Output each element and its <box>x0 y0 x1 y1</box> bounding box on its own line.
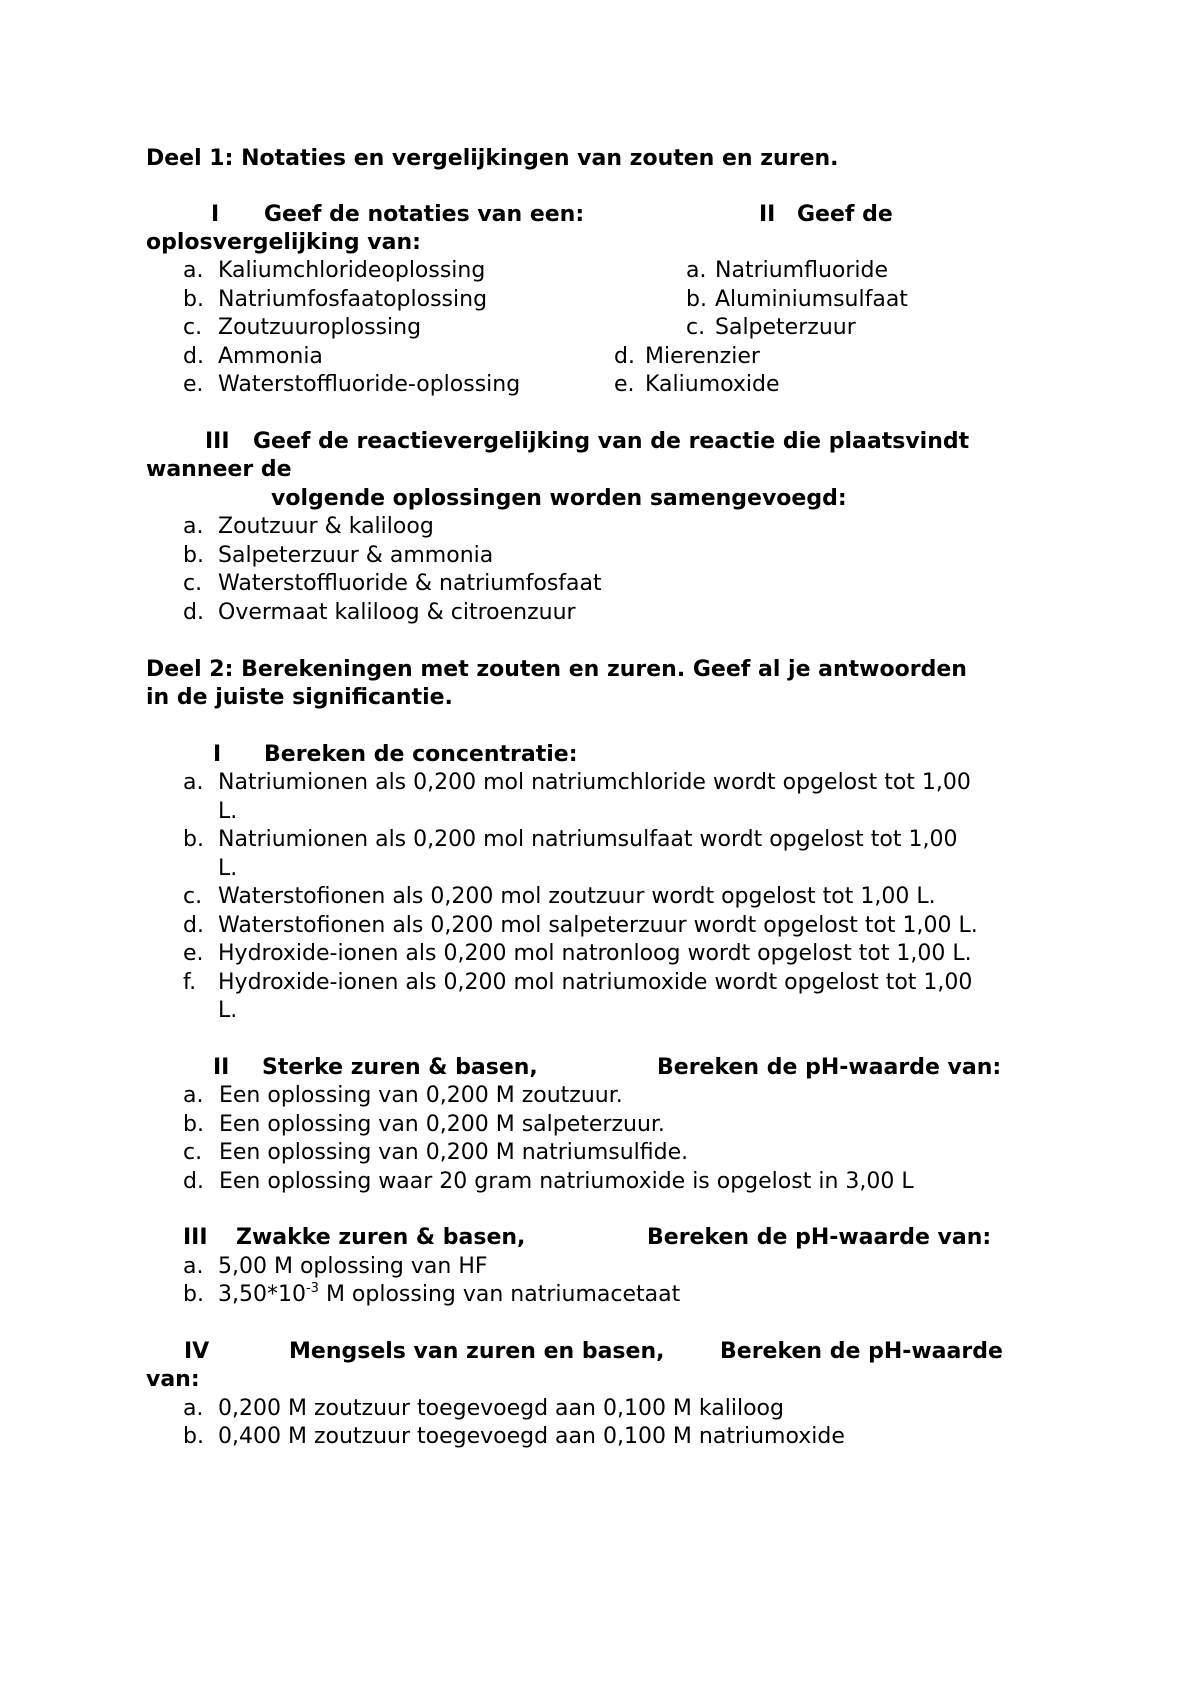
sec2-roman: II <box>759 202 776 227</box>
list-letter: d. <box>183 600 204 625</box>
item-b-pre: 3,50*10 <box>218 1282 306 1307</box>
list-item: Natriumionen als 0,200 mol natriumsulfaat wordt opgelost tot 1,00 <box>218 827 958 852</box>
sec3-heading-line2: wanneer de <box>146 457 292 482</box>
list-letter: a. <box>183 1083 204 1108</box>
list-letter: c. <box>183 1140 203 1165</box>
d2-sec4-roman: IV <box>184 1339 210 1364</box>
sec3-heading-line3: volgende oplossingen worden samengevoegd: <box>271 486 847 511</box>
list-item: Een oplossing waar 20 gram natriumoxide is opgelost in 3,00 L <box>219 1169 914 1194</box>
list-item: Een oplossing van 0,200 M zoutzuur. <box>219 1083 623 1108</box>
list-item: Ammonia <box>218 344 323 369</box>
list-letter: c. <box>183 315 203 340</box>
deel2-title-line1: Deel 2: Berekeningen met zouten en zuren. Geef al je antwoorden <box>146 657 967 682</box>
d2-sec2-heading-right: Bereken de pH-waarde van: <box>657 1055 1002 1080</box>
list-letter: b. <box>183 1424 204 1449</box>
list-item: Natriumionen als 0,200 mol natriumchloride wordt opgelost tot 1,00 <box>218 770 971 795</box>
list-letter: e. <box>183 372 204 397</box>
list-item: Mierenzier <box>645 344 760 369</box>
list-item: Waterstofionen als 0,200 mol zoutzuur wordt opgelost tot 1,00 L. <box>218 884 936 909</box>
list-item: 0,200 M zoutzuur toegevoegd aan 0,100 M kaliloog <box>218 1396 784 1421</box>
list-item-cont: L. <box>218 998 238 1023</box>
d2-sec1-roman: I <box>213 742 222 767</box>
item-b-exponent: -3 <box>305 1281 319 1296</box>
list-letter: a. <box>183 770 204 795</box>
list-item: Kaliumoxide <box>645 372 780 397</box>
list-letter: b. <box>183 827 204 852</box>
list-letter: d. <box>614 344 635 369</box>
list-letter: b. <box>686 287 707 312</box>
list-item: Zoutzuur & kaliloog <box>218 514 434 539</box>
list-item: Een oplossing van 0,200 M salpeterzuur. <box>219 1112 665 1137</box>
list-letter: c. <box>686 315 706 340</box>
list-item: Waterstoffluoride-oplossing <box>218 372 521 397</box>
list-letter: b. <box>183 1282 204 1307</box>
d2-sec4-heading-right: Bereken de pH-waarde <box>720 1339 1003 1364</box>
sec2-heading: Geef de <box>797 202 893 227</box>
list-item-cont: L. <box>218 856 238 881</box>
d2-sec3-heading-right: Bereken de pH-waarde van: <box>647 1225 992 1250</box>
sec1-heading: Geef de notaties van een: <box>264 202 585 227</box>
list-letter: a. <box>183 514 204 539</box>
d2-sec2-roman: II <box>213 1055 230 1080</box>
d2-sec1-heading: Bereken de concentratie: <box>264 742 578 767</box>
list-item: Aluminiumsulfaat <box>715 287 908 312</box>
d2-sec2-heading: Sterke zuren & basen, <box>262 1055 538 1080</box>
d2-sec3-heading: Zwakke zuren & basen, <box>236 1225 526 1250</box>
list-letter: a. <box>183 1396 204 1421</box>
list-letter: b. <box>183 543 204 568</box>
list-item: 5,00 M oplossing van HF <box>218 1254 488 1279</box>
list-letter: d. <box>183 344 204 369</box>
list-item: 0,400 M zoutzuur toegevoegd aan 0,100 M natriumoxide <box>218 1424 845 1449</box>
list-item <box>218 1281 680 1312</box>
list-letter: d. <box>183 913 204 938</box>
list-letter: f. <box>183 970 197 995</box>
list-letter: d. <box>183 1169 204 1194</box>
list-item: Natriumfluoride <box>715 258 889 283</box>
list-letter: c. <box>183 571 203 596</box>
d2-sec4-heading-cont: van: <box>146 1367 200 1392</box>
list-item: Hydroxide-ionen als 0,200 mol natronloog wordt opgelost tot 1,00 L. <box>218 941 972 966</box>
sec1-roman: I <box>211 202 220 227</box>
list-letter: e. <box>183 941 204 966</box>
list-item: Een oplossing van 0,200 M natriumsulfide. <box>219 1140 689 1165</box>
list-item: Natriumfosfaatoplossing <box>218 287 488 312</box>
deel1-title: Deel 1: Notaties en vergelijkingen van zouten en zuren. <box>146 146 839 171</box>
list-item: Zoutzuuroplossing <box>218 315 422 340</box>
d2-sec4-heading: Mengsels van zuren en basen, <box>289 1339 665 1364</box>
sec2-heading-cont: oplosvergelijking van: <box>146 230 421 255</box>
list-item-cont: L. <box>218 799 238 824</box>
sec3-roman: III <box>205 429 230 454</box>
list-letter: b. <box>183 287 204 312</box>
sec3-heading: Geef de reactievergelijking van de reactie die plaatsvindt <box>253 429 970 454</box>
list-item: Salpeterzuur & ammonia <box>218 543 494 568</box>
list-item: Kaliumchlorideoplossing <box>218 258 486 283</box>
deel2-title-line2: in de juiste significantie. <box>146 685 453 710</box>
list-letter: a. <box>686 258 707 283</box>
item-b-post: M oplossing van natriumacetaat <box>318 1282 681 1307</box>
list-letter: a. <box>183 258 204 283</box>
list-letter: c. <box>183 884 203 909</box>
list-letter: b. <box>183 1112 204 1137</box>
list-letter: e. <box>614 372 635 397</box>
list-item: Waterstofionen als 0,200 mol salpeterzuur wordt opgelost tot 1,00 L. <box>218 913 978 938</box>
list-item: Overmaat kaliloog & citroenzuur <box>218 600 576 625</box>
list-item: Hydroxide-ionen als 0,200 mol natriumoxide wordt opgelost tot 1,00 <box>218 970 973 995</box>
list-item: Salpeterzuur <box>715 315 856 340</box>
d2-sec3-roman: III <box>183 1225 208 1250</box>
list-letter: a. <box>183 1254 204 1279</box>
list-item: Waterstoffluoride & natriumfosfaat <box>218 571 602 596</box>
